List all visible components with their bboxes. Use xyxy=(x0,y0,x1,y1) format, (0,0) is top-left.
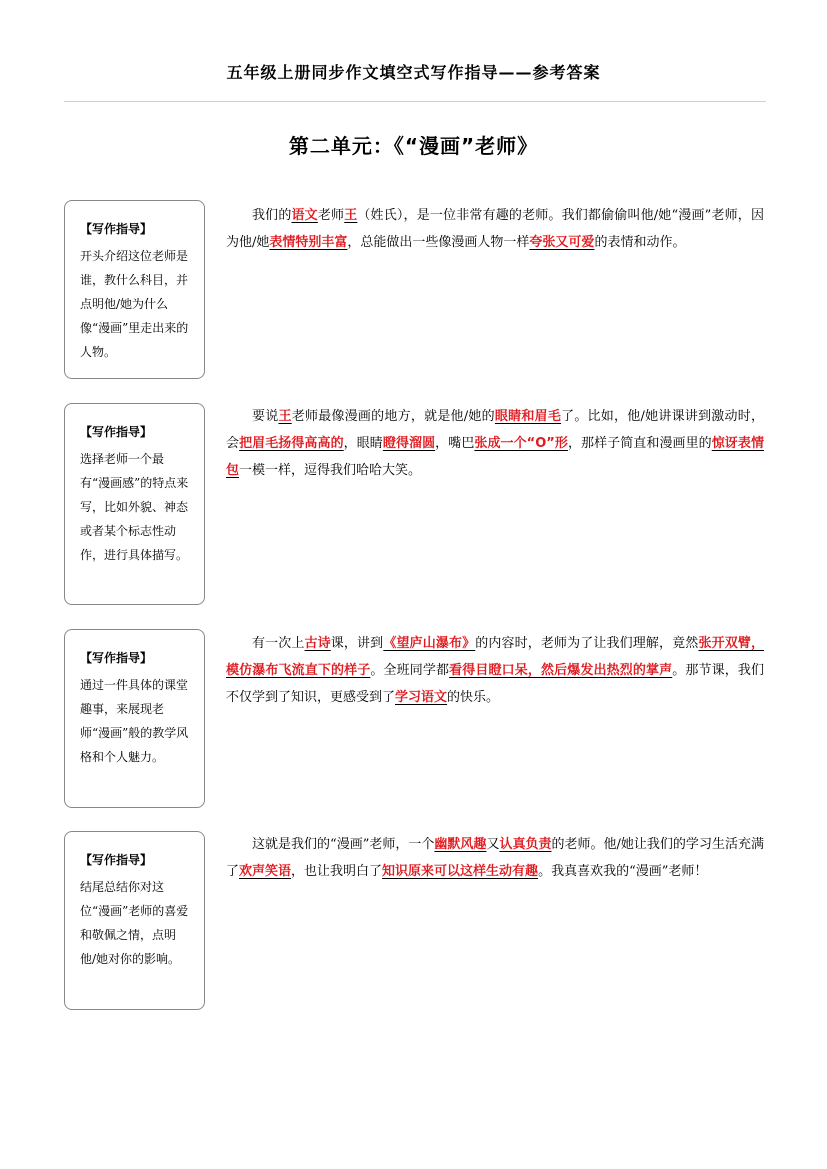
paragraph-text: 又 xyxy=(486,837,500,852)
paragraph-text: ，总能做出一些像漫画人物一样 xyxy=(347,235,530,250)
essay-paragraph xyxy=(226,831,764,885)
paragraph-text: ，眼睛 xyxy=(343,436,383,451)
filled-answer: 语文 xyxy=(291,208,318,223)
paragraph-text: 的老师。他/她让我们的学习生活充满了 xyxy=(226,837,764,879)
header-divider xyxy=(64,101,766,102)
filled-answer: 瞪得溜圆 xyxy=(382,436,436,451)
paragraph-text: ，嘴巴 xyxy=(435,436,475,451)
filled-answer: 眼睛和眉毛 xyxy=(494,409,562,424)
guide-text: 开头介绍这位老师是谁，教什么科目，并点明他/她为什么像“漫画”里走出来的人物。 xyxy=(80,249,189,359)
paragraph-text: 有一次上 xyxy=(252,636,305,651)
paragraph-text: 的快乐。 xyxy=(447,690,500,705)
filled-answer: 表情特别丰富 xyxy=(269,235,348,250)
paragraph-text: 的表情和动作。 xyxy=(594,235,686,250)
filled-answer: 学习语文 xyxy=(395,690,448,705)
document-header-title: 五年级上册同步作文填空式写作指导——参考答案 xyxy=(226,63,601,82)
guide-heading: 【写作指导】 xyxy=(80,222,153,236)
unit-title: 第二单元：《“漫画”老师》 xyxy=(288,134,539,158)
paragraph-text: 课，讲到 xyxy=(330,636,384,651)
paragraph-text: 了。比如，他/她讲课讲到激动时，会 xyxy=(226,409,764,451)
writing-guide-box xyxy=(64,629,205,808)
paragraph-text: 要说 xyxy=(252,409,279,424)
filled-answer: 《望庐山瀑布》 xyxy=(383,636,476,651)
paragraph-text: ，那样子简直和漫画里的 xyxy=(567,436,712,451)
filled-answer: 看得目瞪口呆，然后爆发出热烈的掌声 xyxy=(449,663,673,678)
paragraph-text: 的内容时，老师为了让我们理解，竟然 xyxy=(475,636,699,651)
filled-answer: 张成一个“O”形 xyxy=(474,436,568,451)
paragraph-text: 这就是我们的“漫画”老师，一个 xyxy=(252,837,435,852)
filled-answer: 古诗 xyxy=(304,636,331,651)
paragraph-text: 老师最像漫画的地方，就是他/她的 xyxy=(291,409,495,424)
essay-paragraph xyxy=(226,630,764,711)
paragraph-text: （姓氏），是一位非常有趣的老师。我们都偷偷叫他/她“漫画”老师，因为他/她 xyxy=(226,208,764,250)
guide-heading: 【写作指导】 xyxy=(80,651,153,665)
guide-heading: 【写作指导】 xyxy=(80,425,153,439)
paragraph-text: 。全班同学都 xyxy=(370,663,450,678)
paragraph-text: 老师 xyxy=(317,208,345,223)
writing-guide-box xyxy=(64,200,205,379)
paragraph-text: 。那节课，我们不仅学到了知识，更感受到了 xyxy=(226,663,764,705)
guide-text: 选择老师一个最有“漫画感”的特点来写，比如外貌、神态或者某个标志性动作，进行具体描写。 xyxy=(80,452,189,562)
filled-answer: 认真负责 xyxy=(499,837,552,852)
paragraph-text: ，也让我明白了 xyxy=(291,864,383,879)
essay-paragraph xyxy=(226,403,764,484)
filled-answer: 张开双臂，模仿瀑布飞流直下的样子 xyxy=(226,636,764,678)
paragraph-text: 一模一样，逗得我们哈哈大笑。 xyxy=(239,463,422,478)
writing-guide-box xyxy=(64,403,205,605)
filled-answer: 王 xyxy=(344,208,358,223)
guide-text: 结尾总结你对这位“漫画”老师的喜爱和敬佩之情，点明他/她对你的影响。 xyxy=(80,880,189,966)
filled-answer: 幽默风趣 xyxy=(434,837,487,852)
filled-answer: 夸张又可爱 xyxy=(529,235,595,250)
filled-answer: 惊讶表情包 xyxy=(226,436,764,478)
writing-guide-box xyxy=(64,831,205,1010)
filled-answer: 王 xyxy=(278,409,292,424)
filled-answer: 知识原来可以这样生动有趣 xyxy=(382,864,539,879)
paragraph-text: 。我真喜欢我的“漫画”老师！ xyxy=(538,864,708,879)
essay-paragraph xyxy=(226,202,764,256)
filled-answer: 把眉毛扬得高高的 xyxy=(239,436,344,451)
guide-text: 通过一件具体的课堂趣事，来展现老师“漫画”般的教学风格和个人魅力。 xyxy=(80,678,189,764)
guide-heading: 【写作指导】 xyxy=(80,853,153,867)
paragraph-text: 我们的 xyxy=(252,208,292,223)
filled-answer: 欢声笑语 xyxy=(239,864,292,879)
